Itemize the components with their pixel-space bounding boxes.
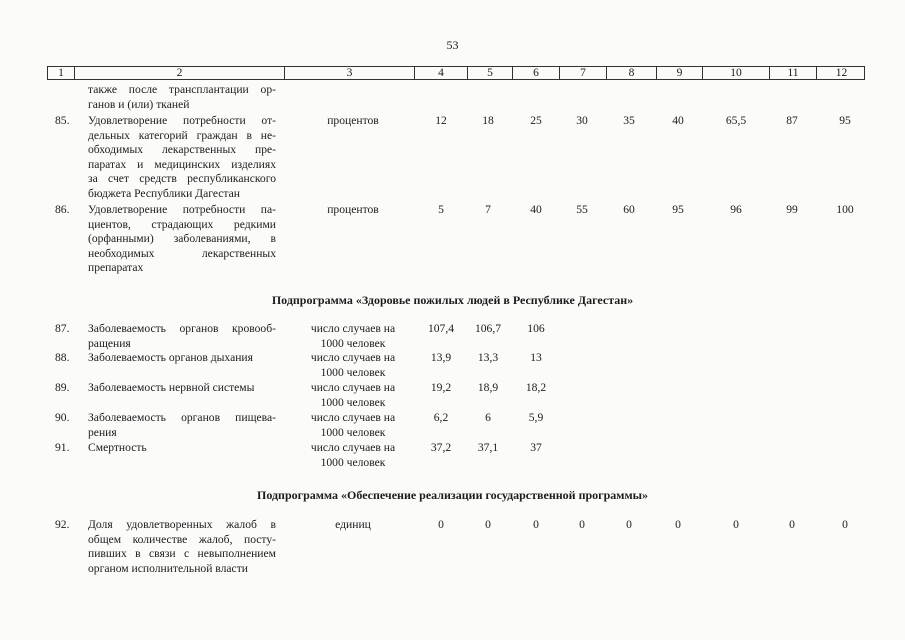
description-line: циентов, страдающих редкими — [88, 217, 276, 231]
row-unit — [293, 114, 413, 129]
unit-line: число случаев на — [310, 351, 396, 364]
row-number: 92. — [55, 518, 70, 531]
column-header-10: 10 — [702, 67, 769, 79]
description-line: Доля удовлетворенных жалоб в — [88, 518, 276, 531]
row-value: 96 — [730, 203, 742, 216]
description-line: необходимых лекарственных — [88, 246, 276, 260]
column-header-6: 6 — [512, 67, 559, 79]
unit-line: единиц — [335, 518, 371, 531]
row-number: 86. — [55, 203, 70, 216]
row-number: 88. — [55, 351, 70, 364]
row-value: 37 — [530, 441, 542, 454]
description-line: рения — [88, 425, 117, 439]
row-value: 37,2 — [430, 441, 452, 454]
description-line: Удовлетворение потребности от- — [88, 114, 276, 127]
row-unit — [293, 351, 413, 380]
column-header-1: 1 — [58, 67, 64, 79]
row-value: 0 — [733, 518, 739, 531]
row-value: 5 — [438, 203, 444, 216]
subprogram-heading-elderly: Подпрограмма «Здоровье пожилых людей в Республике Дагестан» — [271, 293, 634, 307]
description-line: обходимых лекарственных пре- — [88, 143, 276, 157]
continued-line: также после трансплантации ор- — [88, 83, 276, 96]
row-value: 18,2 — [525, 381, 547, 394]
unit-line: 1000 человек — [320, 336, 386, 350]
row-number: 90. — [55, 411, 70, 424]
row-value: 0 — [675, 518, 681, 531]
row-value: 13,9 — [430, 351, 452, 364]
row-number: 91. — [55, 441, 70, 454]
description-line: пивших в связи с невыполнением — [88, 547, 276, 561]
row-number: 87. — [55, 322, 70, 335]
row-value: 35 — [623, 114, 635, 127]
row-number: 89. — [55, 381, 70, 394]
row-value: 25 — [530, 114, 542, 127]
row-value: 0 — [533, 518, 539, 531]
row-value: 55 — [576, 203, 588, 216]
row-unit — [293, 411, 413, 440]
unit-line: процентов — [327, 203, 379, 216]
row-value: 60 — [623, 203, 635, 216]
row-value: 95 — [672, 203, 684, 216]
description-line: паратах и медицинских изделиях — [88, 157, 276, 171]
column-header-5: 5 — [467, 67, 512, 79]
description-line: Смертность — [88, 441, 147, 454]
row-unit — [293, 203, 413, 218]
description-line: препаратах — [88, 261, 144, 275]
unit-line: число случаев на — [310, 441, 396, 454]
row-value: 0 — [842, 518, 848, 531]
description-line: Заболеваемость органов пищева- — [88, 411, 276, 424]
row-value: 37,1 — [477, 441, 499, 454]
row-value: 5,9 — [528, 411, 544, 424]
row-value: 40 — [672, 114, 684, 127]
unit-line: 1000 человек — [320, 365, 386, 379]
row-value: 0 — [579, 518, 585, 531]
unit-line: число случаев на — [310, 411, 396, 424]
row-unit — [293, 381, 413, 410]
row-value: 18 — [482, 114, 494, 127]
row-unit — [293, 518, 413, 533]
description-line: Заболеваемость органов кровооб- — [88, 322, 276, 335]
row-value: 7 — [485, 203, 491, 216]
row-description — [88, 518, 276, 576]
description-line: бюджета Республики Дагестан — [88, 186, 240, 200]
row-number: 85. — [55, 114, 70, 127]
row-value: 87 — [786, 114, 798, 127]
column-header-2: 2 — [74, 67, 284, 79]
row-value: 107,4 — [427, 322, 455, 335]
unit-line: число случаев на — [310, 381, 396, 394]
column-header-4: 4 — [414, 67, 467, 79]
row-unit — [293, 322, 413, 351]
column-header-9: 9 — [656, 67, 702, 79]
row-value: 18,9 — [477, 381, 499, 394]
row-description — [88, 114, 276, 202]
row-value: 30 — [576, 114, 588, 127]
unit-line: число случаев на — [310, 322, 396, 335]
row-value: 12 — [435, 114, 447, 127]
description-line: (орфанными) заболеваниями, в — [88, 232, 276, 246]
row-value: 100 — [836, 203, 854, 216]
row-value: 0 — [789, 518, 795, 531]
unit-line: процентов — [327, 114, 379, 127]
row-value: 6,2 — [433, 411, 449, 424]
continued-description — [88, 83, 276, 112]
row-value: 99 — [786, 203, 798, 216]
row-description — [88, 351, 276, 366]
row-value: 13 — [530, 351, 542, 364]
unit-line: 1000 человек — [320, 425, 386, 439]
unit-line: 1000 человек — [320, 455, 386, 469]
column-header-3: 3 — [284, 67, 414, 79]
column-header-11: 11 — [769, 67, 816, 79]
row-description — [88, 381, 276, 396]
row-value: 0 — [626, 518, 632, 531]
row-description — [88, 203, 276, 276]
row-unit — [293, 441, 413, 470]
row-value: 0 — [485, 518, 491, 531]
row-description — [88, 441, 276, 456]
row-value: 40 — [530, 203, 542, 216]
page-number: 53 — [446, 38, 459, 52]
column-header-7: 7 — [559, 67, 606, 79]
row-value: 106,7 — [474, 322, 502, 335]
row-value: 13,3 — [477, 351, 499, 364]
description-line: за счет средств республиканского — [88, 172, 276, 186]
description-line: ращения — [88, 336, 131, 350]
description-line: дельных категорий граждан в не- — [88, 128, 276, 142]
row-value: 6 — [485, 411, 491, 424]
row-value: 106 — [527, 322, 545, 335]
description-line: Удовлетворение потребности па- — [88, 203, 276, 216]
subprogram-heading-implementation: Подпрограмма «Обеспечение реализации государственной программы» — [256, 488, 649, 502]
description-line: общем количестве жалоб, посту- — [88, 532, 276, 546]
row-value: 19,2 — [430, 381, 452, 394]
row-description — [88, 411, 276, 440]
description-line: Заболеваемость органов дыхания — [88, 351, 253, 364]
column-header-row — [47, 66, 865, 80]
row-description — [88, 322, 276, 351]
description-line: органом исполнительной власти — [88, 561, 248, 575]
description-line: Заболеваемость нервной системы — [88, 381, 255, 394]
row-value: 65,5 — [725, 114, 747, 127]
unit-line: 1000 человек — [320, 395, 386, 409]
continued-line: ганов и (или) тканей — [88, 97, 190, 111]
row-value: 95 — [839, 114, 851, 127]
column-header-8: 8 — [606, 67, 656, 79]
column-header-12: 12 — [816, 67, 866, 79]
row-value: 0 — [438, 518, 444, 531]
